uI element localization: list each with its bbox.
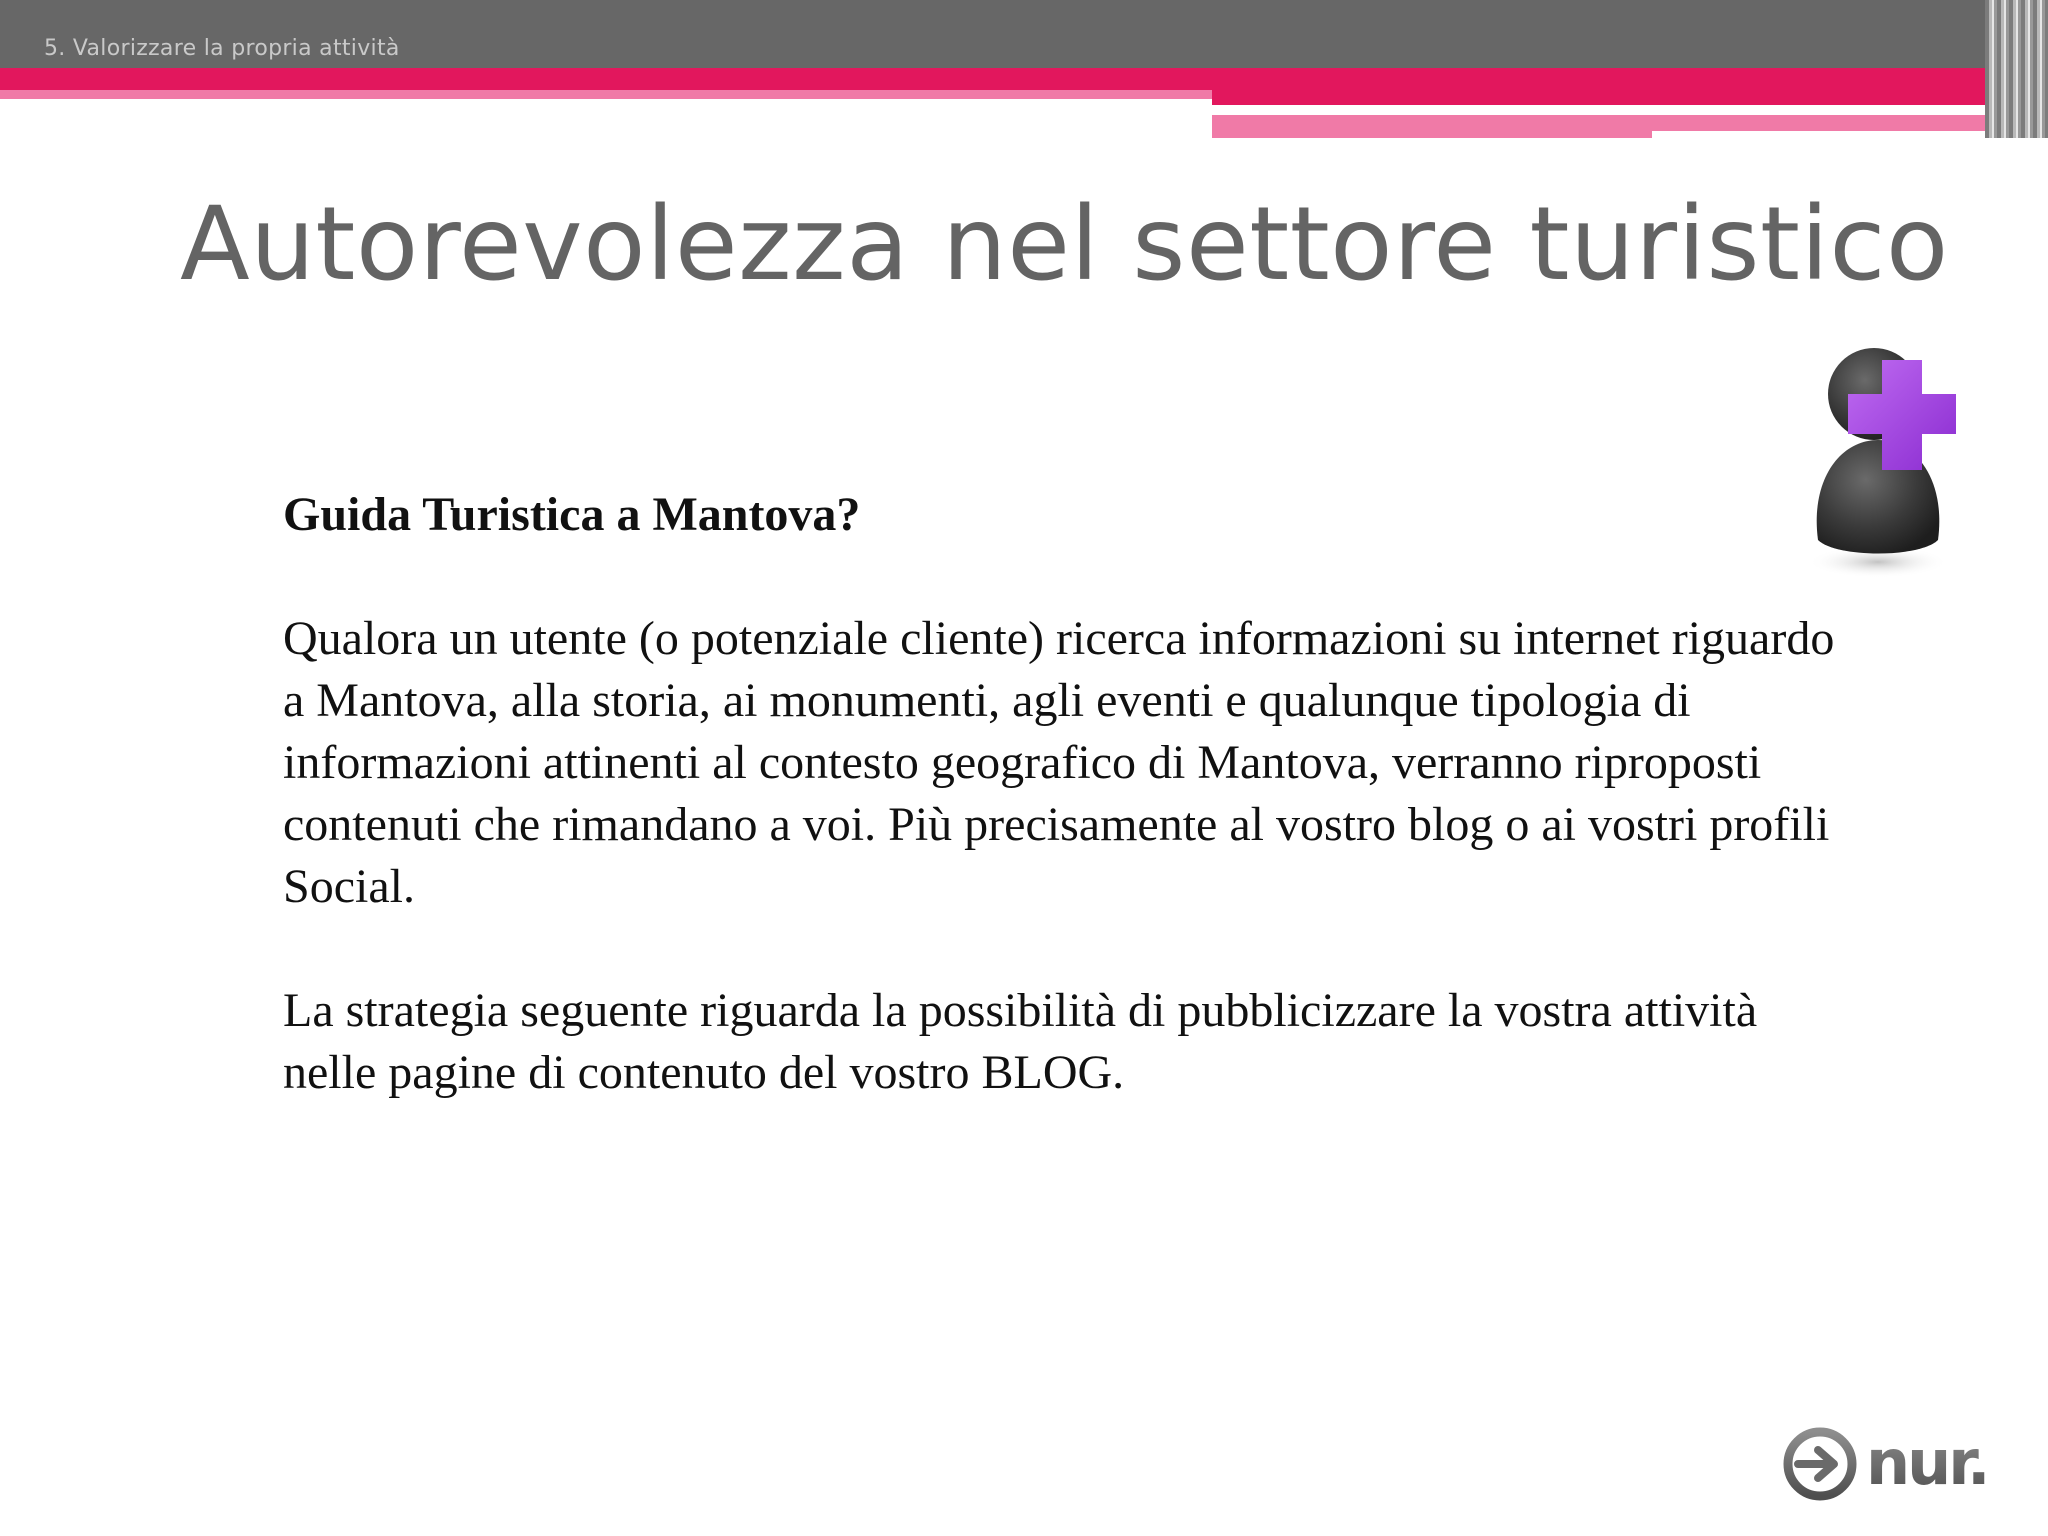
accent-band-right	[1212, 90, 1995, 105]
accent-band-pink-lower	[1212, 125, 1652, 138]
body-paragraph-2: La strategia seguente riguarda la possibilità di pubblicizzare la vostra attività nelle pagine di contenuto del vostro BLOG.	[283, 984, 1758, 1099]
body-paragraph-1: Qualora un utente (o potenziale cliente) ricerca informazioni su internet riguardo a Mantova, alla storia, ai monumenti, agli eventi e qualunque tipologia di informazioni attinenti al contesto geografico di Mantova, verranno riproposti contenuti che rimandano a voi. Più precisamente al vostro blog o ai vostri profili Social.	[283, 612, 1835, 913]
accent-divider-line	[1212, 108, 1896, 115]
decorative-stripes	[1985, 0, 2048, 138]
body-subheading: Guida Turistica a Mantova?	[283, 488, 861, 541]
slide-title: Autorevolezza nel settore turistico	[180, 185, 1949, 304]
logo-text: nur.	[1866, 1426, 1988, 1499]
nur-logo	[1778, 1422, 2008, 1506]
accent-band-pink	[0, 90, 1212, 99]
accent-band	[0, 68, 1995, 90]
person-add-icon	[1800, 330, 1980, 590]
section-label: 5. Valorizzare la propria attività	[44, 36, 400, 61]
slide-body	[283, 484, 1843, 1166]
